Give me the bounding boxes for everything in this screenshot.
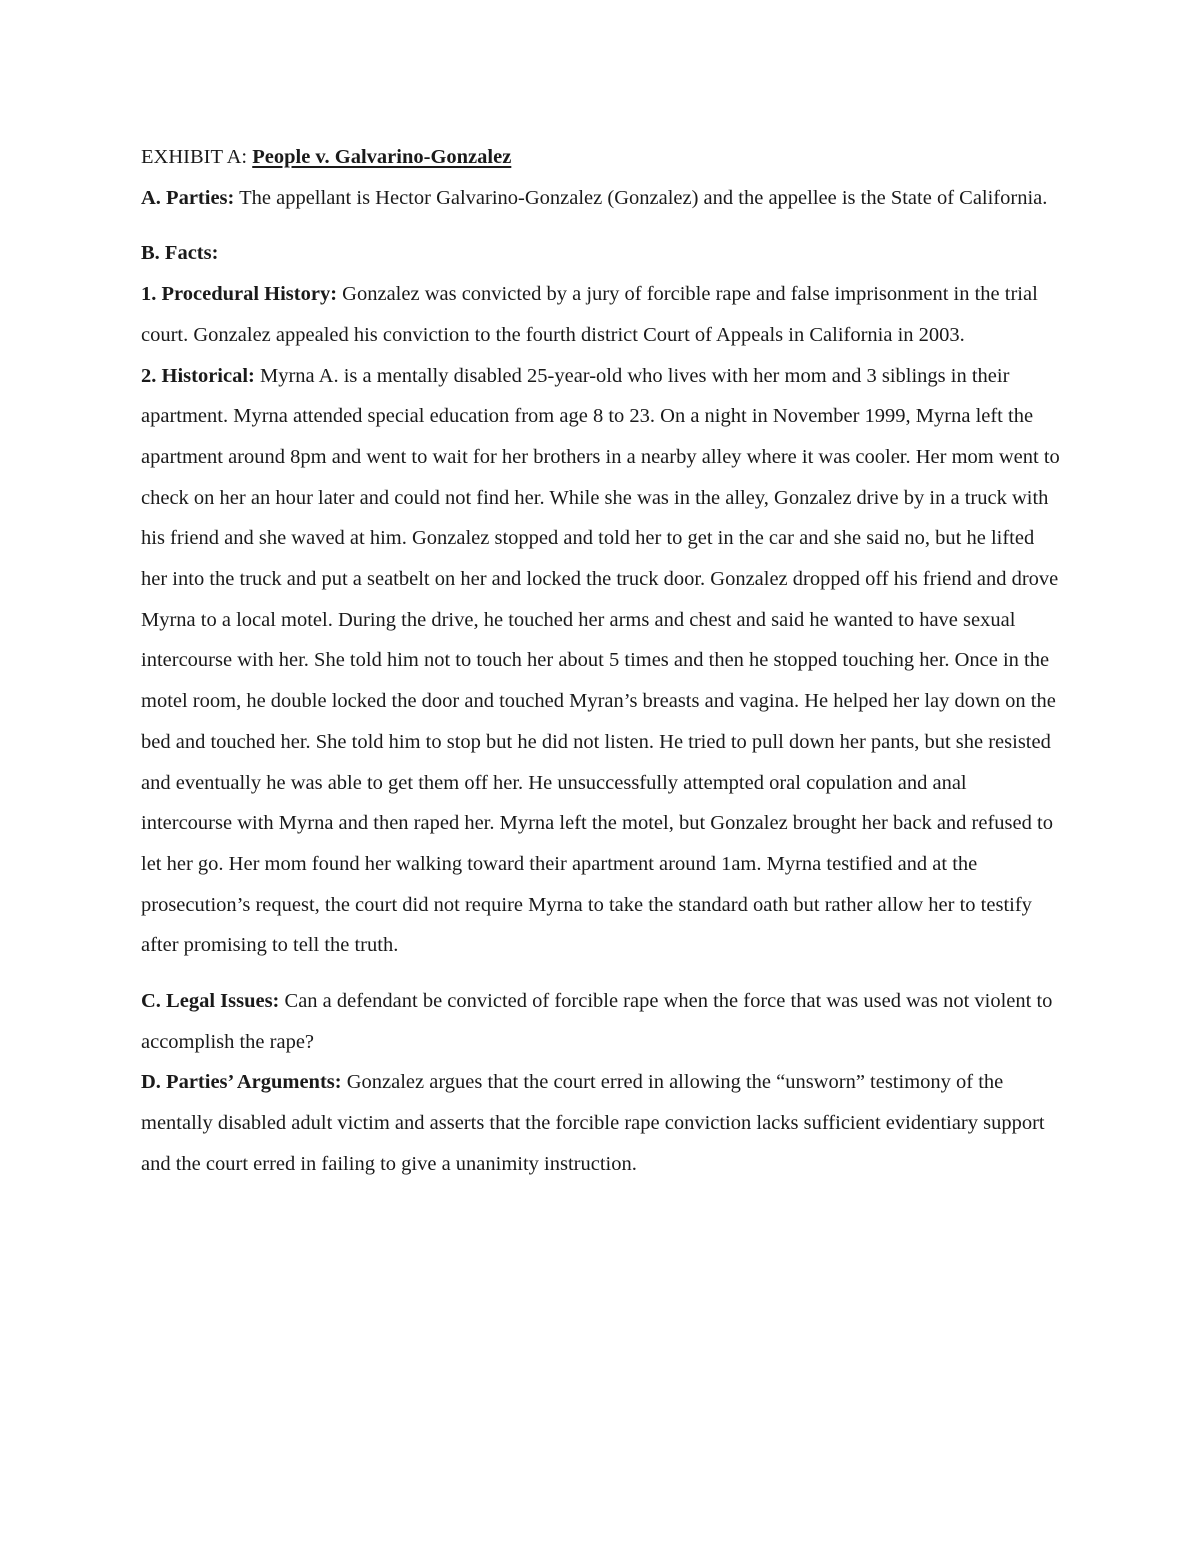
procedural-history-paragraph — [141, 274, 1061, 355]
facts-heading — [141, 233, 1061, 274]
document-body — [141, 137, 1061, 1185]
arguments-text: Gonzalez argues that the court erred in allowing the “unsworn” testimony of the mentally disabled adult victim and asserts that the forcible rape conviction lacks sufficient evidentiary support and the court erred in failing to give a unanimity instruction. — [141, 1071, 1045, 1175]
legal-issues-text: Can a defendant be convicted of forcible rape when the force that was used was not violent to accomplish the rape? — [141, 990, 1053, 1053]
parties-text: The appellant is Hector Galvarino-Gonzalez (Gonzalez) and the appellee is the State of California. — [234, 186, 1048, 209]
procedural-history-text: Gonzalez was convicted by a jury of forcible rape and false imprisonment in the trial court. Gonzalez appealed his conviction to the fourth district Court of Appeals in California in 2003. — [141, 283, 1038, 346]
exhibit-prefix: EXHIBIT A: — [141, 146, 253, 168]
legal-issues-label: C. Legal Issues: — [141, 990, 280, 1013]
arguments-paragraph — [141, 1062, 1061, 1184]
procedural-history-label: 1. Procedural History: — [141, 283, 338, 306]
arguments-label: D. Parties’ Arguments: — [141, 1071, 342, 1094]
parties-paragraph — [141, 178, 1061, 219]
exhibit-title — [141, 137, 1061, 178]
historical-text: Myrna A. is a mentally disabled 25-year-old who lives with her mom and 3 siblings in their apartment. Myrna attended special education from age 8 to 23. On a night in November 1999, Myrna left the apartment around 8pm and went to wait for her brothers in a nearby alley where it was cooler. Her mom went to check on her an hour later and could not find her. While she was in the alley, Gonzalez drive by in a truck with his friend and she waved at him. Gonzalez stopped and told her to get in the car and she said no, but he lifted her into the truck and put a seatbelt on her and locked the truck door. Gonzalez dropped off his friend and drove Myrna to a local motel. During the drive, he touched her arms and chest and said he wanted to have sexual intercourse with her. She told him not to touch her about 5 times and then he stopped touching her. Once in the motel room, he double locked the door and touched Myran’s breasts and vagina. He helped her lay down on the bed and touched her. She told him to stop but he did not listen. He tried to pull down her pants, but she resisted and eventually he was able to get them off her. He unsuccessfully attempted oral copulation and anal intercourse with Myrna and then raped her. Myrna left the motel, but Gonzalez brought her back and refused to let her go. Her mom found her walking toward their apartment around 1am. Myrna testified and at the prosecution’s request, the court did not require Myrna to take the standard oath but rather allow her to testify after promising to tell the truth. — [141, 364, 1060, 957]
parties-label: A. Parties: — [141, 186, 235, 209]
historical-paragraph — [141, 356, 1061, 967]
legal-issues-paragraph — [141, 981, 1061, 1062]
facts-label: B. Facts: — [141, 242, 219, 265]
historical-label: 2. Historical: — [141, 364, 255, 387]
case-name: People v. Galvarino-Gonzalez — [252, 146, 512, 168]
